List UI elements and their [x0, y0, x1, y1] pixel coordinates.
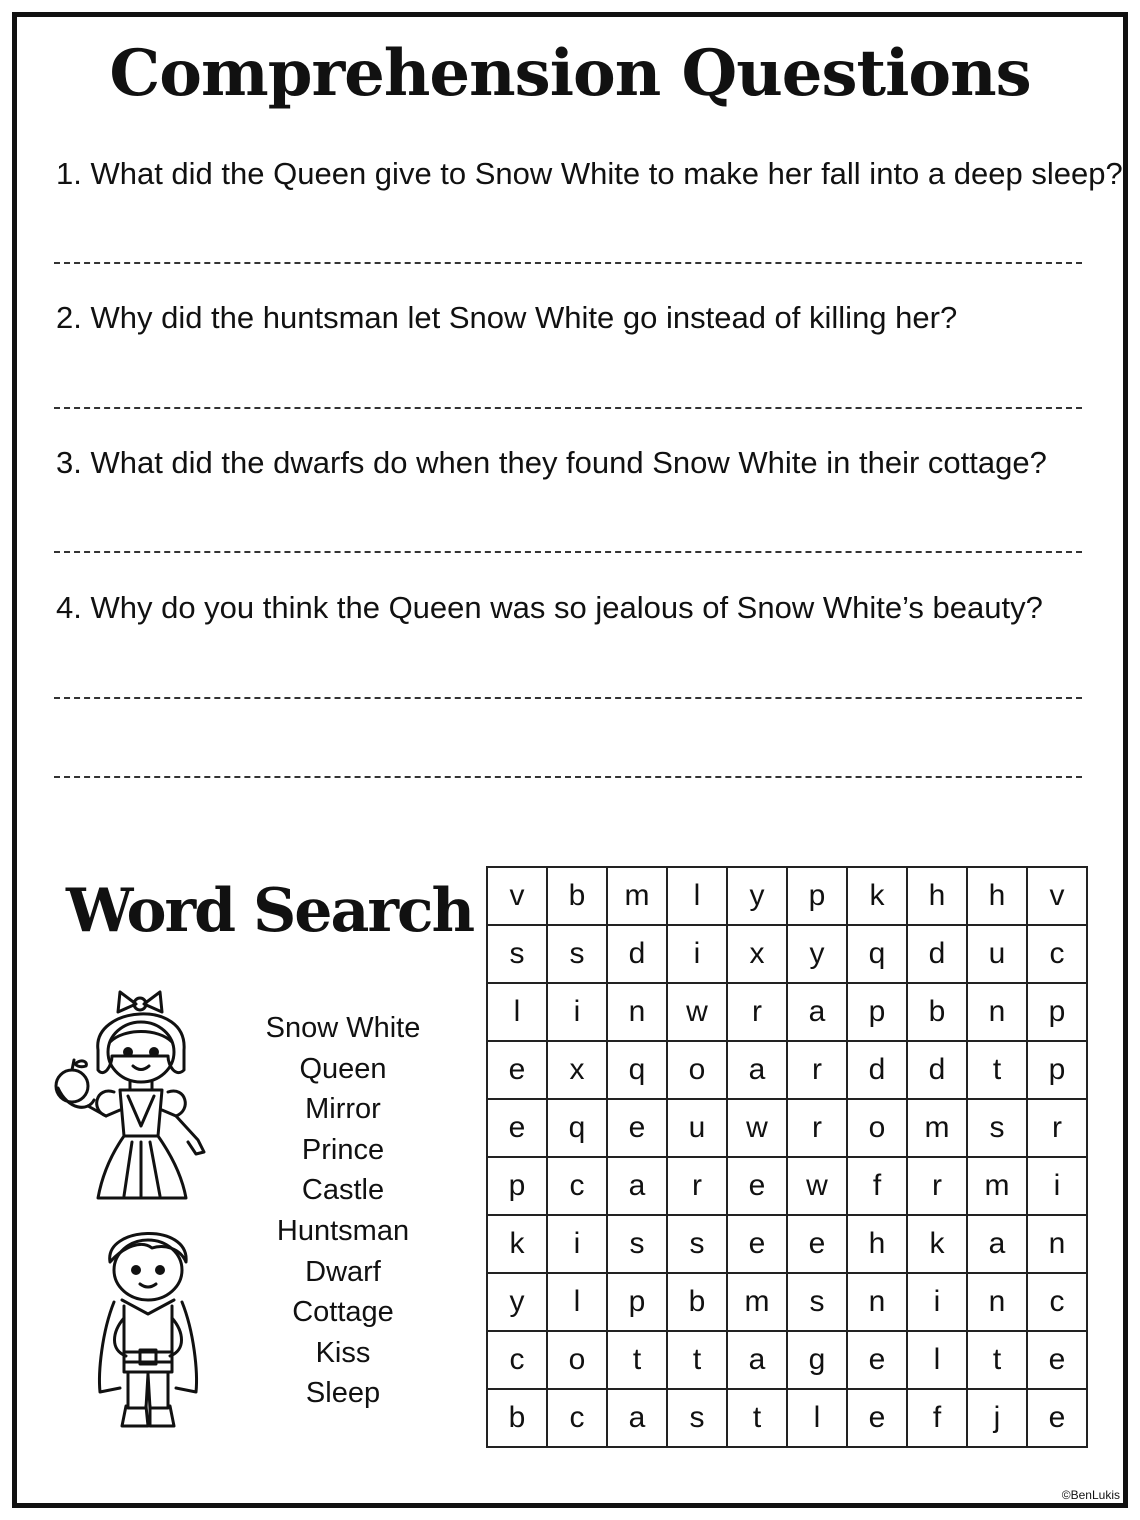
grid-cell[interactable]: h — [847, 1215, 907, 1273]
grid-cell[interactable]: y — [787, 925, 847, 983]
grid-cell[interactable]: u — [967, 925, 1027, 983]
grid-cell[interactable]: b — [547, 867, 607, 925]
answer-line-3 — [54, 551, 1082, 553]
grid-cell[interactable]: s — [607, 1215, 667, 1273]
page-title: Comprehension Questions — [109, 36, 1031, 111]
grid-cell[interactable]: m — [727, 1273, 787, 1331]
grid-cell[interactable]: e — [1027, 1331, 1087, 1389]
grid-row — [487, 925, 1087, 983]
grid-cell[interactable]: q — [847, 925, 907, 983]
grid-cell[interactable]: p — [1027, 983, 1087, 1041]
grid-cell[interactable]: e — [1027, 1389, 1087, 1447]
grid-cell[interactable]: r — [787, 1041, 847, 1099]
grid-cell[interactable]: o — [547, 1331, 607, 1389]
question-3: 3. What did the dwarfs do when they found Snow White in their cottage? — [56, 445, 1047, 480]
grid-cell[interactable]: n — [607, 983, 667, 1041]
grid-cell[interactable]: e — [607, 1099, 667, 1157]
grid-cell[interactable]: q — [547, 1099, 607, 1157]
grid-cell[interactable]: i — [547, 1215, 607, 1273]
grid-cell[interactable]: p — [487, 1157, 547, 1215]
grid-cell[interactable]: e — [487, 1099, 547, 1157]
grid-cell[interactable]: p — [847, 983, 907, 1041]
grid-cell[interactable]: p — [1027, 1041, 1087, 1099]
grid-cell[interactable]: w — [667, 983, 727, 1041]
grid-cell[interactable]: c — [547, 1389, 607, 1447]
word-list — [248, 1008, 438, 1414]
grid-cell[interactable]: t — [967, 1041, 1027, 1099]
grid-row — [487, 983, 1087, 1041]
grid-row — [487, 1157, 1087, 1215]
grid-cell[interactable]: r — [1027, 1099, 1087, 1157]
grid-cell[interactable]: t — [727, 1389, 787, 1447]
grid-row — [487, 1273, 1087, 1331]
grid-cell[interactable]: b — [907, 983, 967, 1041]
grid-cell[interactable]: m — [907, 1099, 967, 1157]
word-search-grid — [486, 866, 1088, 1448]
grid-cell[interactable]: s — [787, 1273, 847, 1331]
grid-cell[interactable]: e — [847, 1389, 907, 1447]
grid-cell[interactable]: t — [667, 1331, 727, 1389]
grid-cell[interactable]: e — [847, 1331, 907, 1389]
grid-cell[interactable]: a — [727, 1331, 787, 1389]
word-list-item: Dwarf — [305, 1255, 381, 1288]
grid-cell[interactable]: a — [607, 1389, 667, 1447]
grid-cell[interactable]: f — [847, 1157, 907, 1215]
grid-cell[interactable]: d — [907, 1041, 967, 1099]
grid-cell[interactable]: i — [667, 925, 727, 983]
grid-cell[interactable]: o — [847, 1099, 907, 1157]
grid-cell[interactable]: w — [727, 1099, 787, 1157]
grid-cell[interactable]: m — [967, 1157, 1027, 1215]
grid-cell[interactable]: l — [487, 983, 547, 1041]
grid-cell[interactable]: a — [967, 1215, 1027, 1273]
grid-cell[interactable]: g — [787, 1331, 847, 1389]
word-list-item: Snow White — [265, 1012, 421, 1044]
question-4: 4. Why do you think the Queen was so jealous of Snow White’s beauty? — [56, 590, 1043, 625]
grid-row — [487, 1389, 1087, 1447]
word-list-item: Kiss — [315, 1336, 371, 1369]
grid-cell[interactable]: e — [487, 1041, 547, 1099]
word-list-item: Cottage — [292, 1296, 394, 1329]
grid-cell[interactable]: r — [907, 1157, 967, 1215]
grid-cell[interactable]: t — [967, 1331, 1027, 1389]
grid-cell[interactable]: n — [1027, 1215, 1087, 1273]
word-list-item: Mirror — [305, 1093, 381, 1126]
grid-cell[interactable]: c — [547, 1157, 607, 1215]
grid-cell[interactable]: r — [667, 1157, 727, 1215]
grid-cell[interactable]: x — [727, 925, 787, 983]
grid-cell[interactable]: k — [847, 867, 907, 925]
grid-cell[interactable]: i — [1027, 1157, 1087, 1215]
answer-line-4a — [54, 697, 1082, 699]
grid-cell[interactable]: u — [667, 1099, 727, 1157]
grid-cell[interactable]: i — [547, 983, 607, 1041]
grid-cell[interactable]: r — [727, 983, 787, 1041]
grid-cell[interactable]: d — [607, 925, 667, 983]
grid-cell[interactable]: k — [907, 1215, 967, 1273]
grid-cell[interactable]: e — [787, 1215, 847, 1273]
snow-white-illustration — [48, 986, 216, 1206]
grid-cell[interactable]: p — [607, 1273, 667, 1331]
grid-cell[interactable]: s — [547, 925, 607, 983]
word-list-item: Queen — [299, 1052, 387, 1085]
word-list-item: Prince — [301, 1133, 385, 1166]
copyright-notice: ©BenLukis — [1061, 1488, 1120, 1502]
grid-row — [487, 867, 1087, 925]
grid-cell[interactable]: n — [847, 1273, 907, 1331]
grid-cell[interactable]: f — [907, 1389, 967, 1447]
grid-cell[interactable]: s — [967, 1099, 1027, 1157]
grid-cell[interactable]: e — [727, 1157, 787, 1215]
grid-cell[interactable]: v — [487, 867, 547, 925]
grid-cell[interactable]: a — [607, 1157, 667, 1215]
grid-cell[interactable]: y — [727, 867, 787, 925]
grid-cell[interactable]: c — [1027, 925, 1087, 983]
grid-cell[interactable]: j — [967, 1389, 1027, 1447]
word-list-item: Sleep — [305, 1377, 381, 1410]
word-list-item: Castle — [301, 1174, 385, 1207]
question-1: 1. What did the Queen give to Snow White to make her fall into a deep sleep? — [56, 156, 1123, 191]
grid-cell[interactable]: w — [787, 1157, 847, 1215]
grid-cell[interactable]: k — [487, 1215, 547, 1273]
grid-cell[interactable]: t — [607, 1331, 667, 1389]
question-2: 2. Why did the huntsman let Snow White go instead of killing her? — [56, 300, 958, 335]
grid-cell[interactable]: r — [787, 1099, 847, 1157]
grid-cell[interactable]: b — [487, 1389, 547, 1447]
grid-row — [487, 1041, 1087, 1099]
grid-cell[interactable]: s — [487, 925, 547, 983]
prince-illustration — [94, 1222, 206, 1436]
grid-cell[interactable]: d — [847, 1041, 907, 1099]
grid-cell[interactable]: n — [967, 1273, 1027, 1331]
grid-cell[interactable]: a — [727, 1041, 787, 1099]
grid-cell[interactable]: n — [967, 983, 1027, 1041]
grid-cell[interactable]: s — [667, 1215, 727, 1273]
grid-cell[interactable]: b — [667, 1273, 727, 1331]
word-list-item: Huntsman — [276, 1214, 410, 1247]
grid-cell[interactable]: v — [1027, 867, 1087, 925]
grid-cell[interactable]: a — [787, 983, 847, 1041]
answer-line-2 — [54, 407, 1082, 409]
grid-cell[interactable]: c — [487, 1331, 547, 1389]
grid-cell[interactable]: d — [907, 925, 967, 983]
grid-row — [487, 1099, 1087, 1157]
word-search-title: Word Search — [66, 876, 474, 946]
grid-cell[interactable]: y — [487, 1273, 547, 1331]
grid-row — [487, 1331, 1087, 1389]
grid-cell[interactable]: p — [787, 867, 847, 925]
grid-cell[interactable]: e — [727, 1215, 787, 1273]
grid-cell[interactable]: m — [607, 867, 667, 925]
grid-cell[interactable]: l — [787, 1389, 847, 1447]
grid-row — [487, 1215, 1087, 1273]
answer-line-1 — [54, 262, 1082, 264]
answer-line-4b — [54, 776, 1082, 778]
grid-cell[interactable]: l — [667, 867, 727, 925]
grid-cell[interactable]: o — [667, 1041, 727, 1099]
grid-cell[interactable]: c — [1027, 1273, 1087, 1331]
grid-cell[interactable]: s — [667, 1389, 727, 1447]
grid-cell[interactable]: x — [547, 1041, 607, 1099]
grid-cell[interactable]: q — [607, 1041, 667, 1099]
grid-cell[interactable]: l — [547, 1273, 607, 1331]
grid-cell[interactable]: l — [907, 1331, 967, 1389]
grid-cell[interactable]: h — [967, 867, 1027, 925]
grid-cell[interactable]: h — [907, 867, 967, 925]
grid-cell[interactable]: i — [907, 1273, 967, 1331]
